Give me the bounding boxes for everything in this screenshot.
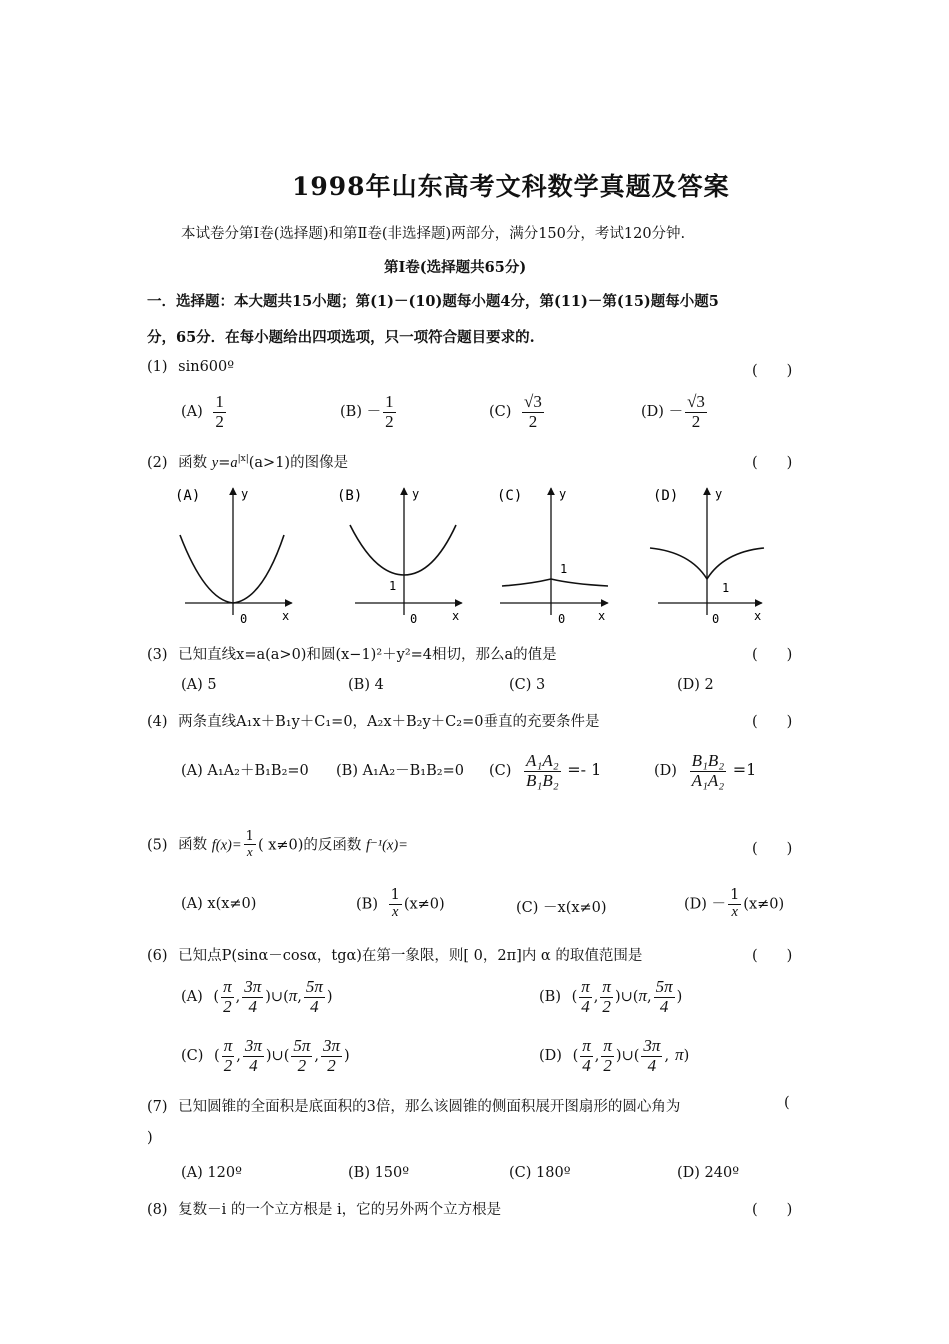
origin-label: 0 [712,612,720,626]
answer-paren-close: ) [147,1130,153,1146]
option-label: (C) [181,1048,204,1065]
fraction: $\frac{1}{2}$ [385,392,394,431]
option-label: (C) [489,763,512,780]
option-c [489,752,601,790]
option-d [641,393,709,431]
question-stem: sin600º [178,359,235,375]
option-a: (A) x(x≠0) [181,896,257,912]
question-stem: 复数－i 的一个立方根是 i，它的另外两个立方根是 [178,1202,502,1218]
option-b: (B) 150º [348,1165,410,1181]
minus-sign: － [366,404,382,421]
axis-y-label: y [715,487,723,501]
question-stem: 已知圆锥的全面积是底面积的3倍，那么该圆锥的侧面积展开图扇形的圆心角为 [178,1099,681,1115]
question-number: (6) [147,948,168,964]
option-label: (B) [539,989,561,1006]
page-title: 1998年山东高考文科数学真题及答案 [292,172,730,201]
y-intercept-label: 1 [560,562,568,576]
fraction: $\frac{1}{x}$ [730,887,740,920]
graph-label: (D) [653,488,679,504]
answer-paren: ( ) [752,647,793,663]
option-d: (D) ( $\frac{\pi}{4}$ , $\frac{\pi}{2}$ )∪( $\frac{3\pi}{4}$ , π) [539,1036,690,1075]
answer-paren: ( ) [752,363,793,379]
option-c [489,393,546,431]
part1-title: 第Ⅰ卷(选择题共65分) [384,259,527,276]
question-stem: 已知点P(sinα－cosα，tgα)在第一象限，则[ 0，2π]内 α 的取值范围是 [178,948,643,964]
answer-paren: ( ) [752,841,793,857]
option-a: (A) A₁A₂＋B₁B₂=0 [181,763,309,779]
question-3 [147,643,557,664]
stem-text: 函数 [178,455,208,471]
stem-text: 函数 [178,837,208,854]
option-label: (D) [654,763,677,780]
question-2 [147,451,348,472]
option-a: (A) 120º [181,1165,242,1181]
graph-d [650,487,764,626]
fraction: $\frac{1}{x}$ [245,829,254,860]
option-label: (D) － [684,896,727,913]
axis-x-label: x [598,609,606,623]
question-7 [147,1095,680,1116]
axis-y-label: y [559,487,567,501]
option-a: (A) ( $\frac{\pi}{2}$ , $\frac{3\pi}{4}$ )∪(π, $\frac{5\pi}{4}$ ) [181,977,333,1016]
option-c: (C) －x(x≠0) [516,900,607,916]
axis-y-label: y [241,487,249,501]
question-number: (8) [147,1202,168,1218]
axis-x-label: x [282,609,290,623]
answer-paren: ( ) [752,1202,793,1218]
option-b: (B) A₁A₂－B₁B₂=0 [336,763,464,779]
fraction: $\frac{\text{A₁A₂}}{\text{B₁B₂}}$ [526,751,559,790]
exam-intro: 本试卷分第Ⅰ卷(选择题)和第Ⅱ卷(非选择题)两部分，满分150分，考试120分钟. [181,226,686,242]
var-y: y [211,455,219,471]
option-label: (D) [539,1048,562,1065]
minus-sign: － [668,404,684,421]
question-4 [147,710,599,731]
y-intercept-label: 1 [389,579,397,593]
stem-text: 的图像是 [290,455,349,471]
option-d [654,752,756,790]
fraction: $\frac{1}{2}$ [215,392,224,431]
function-f: f(x)= [211,837,242,854]
equation-rhs: =1 [732,760,757,780]
option-c: (C) 3 [509,677,546,693]
origin-label: 0 [240,612,248,626]
graph-label: (A) [175,488,201,504]
question-number: (7) [147,1099,168,1115]
answer-paren: ( ) [752,948,793,964]
equals: = [218,455,231,471]
option-b: (B) 4 [348,677,384,693]
fraction: $\frac{1}{x}$ [390,887,400,920]
axis-x-label: x [452,609,460,623]
question-1 [147,359,234,375]
graph-b [337,487,462,626]
option-a: (A) 5 [181,677,217,693]
option-label: (A) [181,989,203,1006]
question-number: (1) [147,359,168,375]
axis-y-label: y [412,487,420,501]
origin-label: 0 [558,612,566,626]
condition: (x≠0) [403,896,445,913]
option-a [181,393,228,431]
inverse-function: f⁻¹(x)= [366,837,408,854]
graph-a [175,487,292,626]
exponent: |x| [237,454,249,465]
y-intercept-label: 1 [722,581,730,595]
option-b [340,393,398,431]
answer-paren-open: ( [784,1095,790,1111]
question-6 [147,944,642,965]
equation-rhs: =- 1 [567,760,602,780]
fraction: $\frac{√3}{2}$ [524,392,542,431]
axis-x-label: x [754,609,762,623]
option-label: (C) [489,404,512,421]
option-c: (C) 180º [509,1165,571,1181]
option-b [356,888,445,921]
graph-options [0,480,949,640]
var-a: a [230,455,238,471]
section-instructions-line1: 一．选择题：本大题共15小题；第(1)－(10)题每小题4分，第(11)－第(15)题每小题5 [147,293,719,310]
option-label: (A) [181,404,203,421]
question-8 [147,1198,501,1219]
question-stem: 两条直线A₁x＋B₁y＋C₁=0，A₂x＋B₂y＋C₂=0垂直的充要条件是 [178,714,600,730]
graph-label: (B) [337,488,363,504]
question-number: (3) [147,647,168,663]
question-5 [147,830,408,861]
section-instructions-line2: 分，65分．在每小题给出四项选项，只一项符合题目要求的. [147,329,535,346]
question-number: (5) [147,837,168,854]
condition: ( x≠0)的反函数 [257,837,362,854]
option-label: (B) [356,896,378,913]
option-b: (B) ( $\frac{\pi}{4}$ , $\frac{\pi}{2}$ )∪(π, $\frac{5\pi}{4}$ ) [539,977,683,1016]
answer-paren: ( ) [752,714,793,730]
condition: (x≠0) [743,896,785,913]
question-number: (4) [147,714,168,730]
origin-label: 0 [410,612,418,626]
option-d [684,888,784,921]
question-number: (2) [147,455,168,471]
option-label: (D) [641,404,664,421]
fraction: $\frac{\text{B₁B₂}}{\text{A₁A₂}}$ [691,751,725,790]
graph-c [497,487,608,626]
fraction: $\frac{√3}{2}$ [687,392,705,431]
question-stem: 已知直线x=a(a>0)和圆(x−1)²＋y²=4相切，那么a的值是 [178,647,557,663]
option-label: (B) [340,404,362,421]
option-d: (D) 2 [677,677,714,693]
condition: (a>1) [248,455,291,471]
answer-paren: ( ) [752,455,793,471]
graph-label: (C) [497,488,523,504]
option-c: (C) ( $\frac{\pi}{2}$ , $\frac{3\pi}{4}$ )∪( $\frac{5\pi}{2}$ , $\frac{3\pi}{2}$ ) [181,1036,350,1075]
option-d: (D) 240º [677,1165,740,1181]
